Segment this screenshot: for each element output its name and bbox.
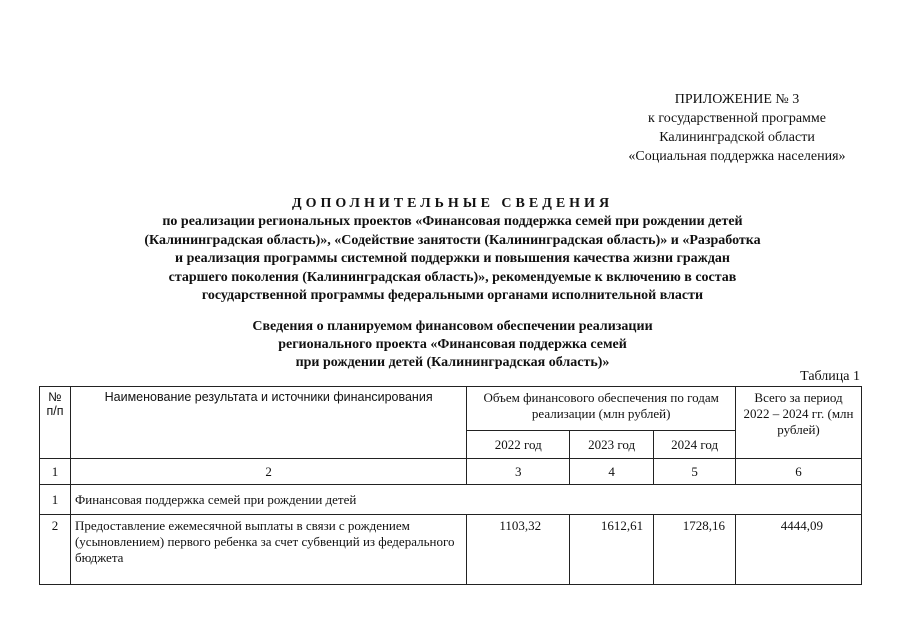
- row-value-total: 4444,09: [736, 515, 862, 585]
- appendix-line: Калининградской области: [659, 130, 815, 145]
- appendix-block: [617, 90, 857, 166]
- header-year-2023: 2023 год: [570, 431, 654, 459]
- column-number: 3: [467, 459, 570, 485]
- header-volume: Объем финансового обеспечения по годам реализации (млн рублей): [467, 387, 736, 431]
- financing-table: [39, 386, 862, 585]
- row-value-2024: 1728,16: [654, 515, 736, 585]
- header-year-2022: 2022 год: [467, 431, 570, 459]
- header-name: Наименование результата и источники финансирования: [70, 387, 466, 459]
- section-num: 1: [40, 485, 71, 515]
- document-title: ДОПОЛНИТЕЛЬНЫЕ СВЕДЕНИЯ: [291, 196, 614, 211]
- row-value-2022: 1103,32: [467, 515, 570, 585]
- row-value-2023: 1612,61: [570, 515, 654, 585]
- row-num: 2: [40, 515, 71, 585]
- table-label: Таблица 1: [800, 369, 860, 384]
- column-number: 2: [70, 459, 466, 485]
- appendix-line: к государственной программе: [648, 111, 826, 126]
- section-heading-line: Сведения о планируемом финансовом обеспечении реализации: [252, 319, 653, 334]
- table-row: [40, 515, 862, 585]
- column-number-row: [40, 459, 862, 485]
- section-heading: [40, 318, 865, 372]
- section-row: [40, 485, 862, 515]
- column-number: 5: [654, 459, 736, 485]
- column-number: 6: [736, 459, 862, 485]
- header-num: № п/п: [40, 387, 71, 459]
- section-heading-line: регионального проекта «Финансовая поддержка семей: [278, 337, 627, 352]
- subtitle-line: по реализации региональных проектов «Финансовая поддержка семей при рождении детей: [162, 214, 743, 229]
- subtitle-line: старшего поколения (Калининградская область)», рекомендуемые к включению в состав: [168, 269, 737, 285]
- table-header-row: [40, 387, 862, 431]
- column-number: 1: [40, 459, 71, 485]
- header-year-2024: 2024 год: [654, 431, 736, 459]
- subtitle-line: (Калининградская область)», «Содействие занятости (Калининградская область)» и «Разработка: [144, 232, 761, 248]
- appendix-title: ПРИЛОЖЕНИЕ № 3: [674, 92, 800, 107]
- column-number: 4: [570, 459, 654, 485]
- appendix-program-name: «Социальная поддержка населения»: [628, 149, 846, 164]
- section-heading-line: при рождении детей (Калининградская область)»: [295, 355, 610, 370]
- subtitle-line: государственной программы федеральными органами исполнительной власти: [201, 288, 704, 303]
- document-heading: [40, 194, 865, 306]
- section-label: Финансовая поддержка семей при рождении детей: [70, 485, 861, 515]
- subtitle-line: и реализация программы системной поддержки и повышения качества жизни граждан: [175, 251, 730, 266]
- header-total: Всего за период 2022 – 2024 гг. (млн рублей): [736, 387, 862, 459]
- row-name: Предоставление ежемесячной выплаты в связи с рождением (усыновлением) первого ребенка за счет субвенций из федерального бюджета: [70, 515, 466, 585]
